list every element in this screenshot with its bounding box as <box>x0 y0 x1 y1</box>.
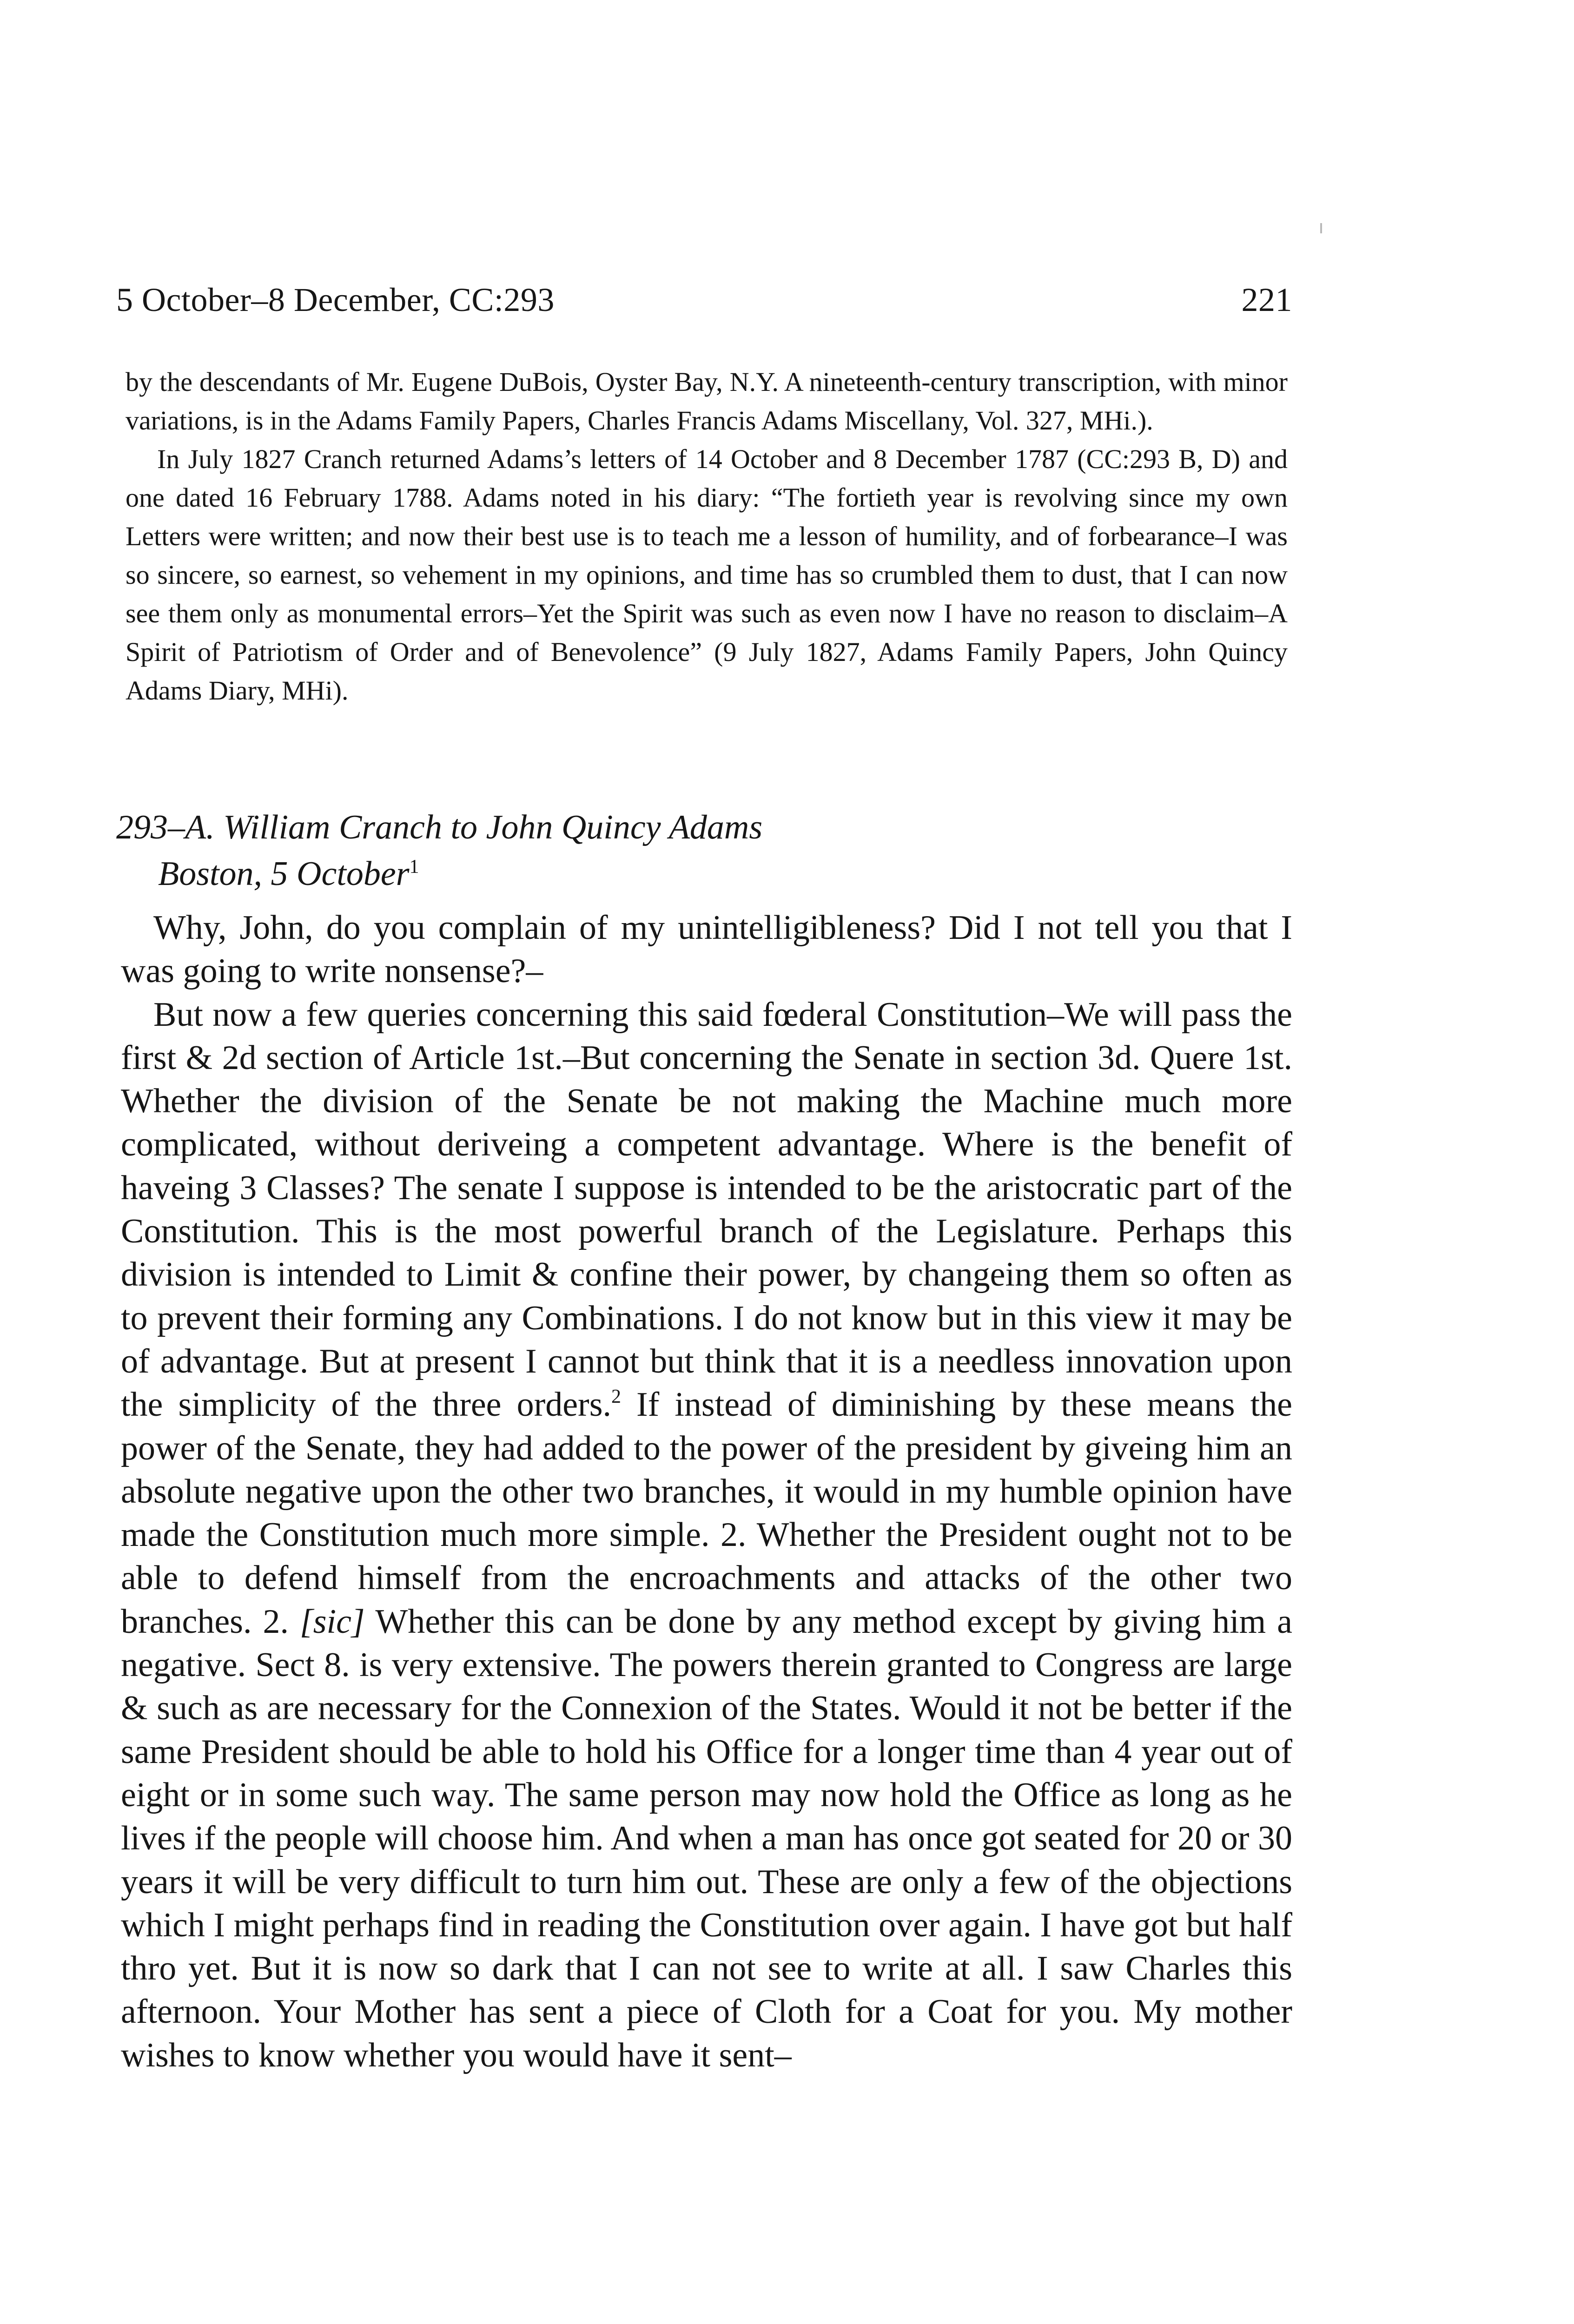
running-head-title: 5 October–8 December, CC:293 <box>116 281 555 318</box>
letter-paragraph: Why, John, do you complain of my unintelligibleness? Did I not tell you that I was going to write nonsense?– <box>121 909 1292 990</box>
letter-text: Whether this can be done by any method except by giving him a negative. Sect 8. is very extensive. The powers therein granted to Congress are large & such as are necessary for the Connexion of the States. Would it not be better if the same President should be able to hold his Office for a longer time than 4 year out of eight or in some such way. The same person may now hold the Office as long as he lives if the people will choose him. And when a man has once got seated for 20 or 30 years it will be very difficult to turn him out. These are only a few of the objections which I might perhaps find in reading the Constitution over again. I have got but half thro yet. But it is now so dark that I can not see to write at all. I saw Charles this afternoon. Your Mother has sent a piece of Cloth for a Coat for you. My mother wishes to know whether you would have it sent– <box>121 1602 1292 2074</box>
document-dateline: Boston, 5 October <box>158 855 410 893</box>
note-paragraph: In July 1827 Cranch returned Adams’s letters of 14 October and 8 December 1787 (CC:293 B, D) and one dated 16 February 1788. Adams noted in his diary: “The fortieth year is revolving since my own Letters were written; and now their best use is to teach me a lesson of humility, and of forbearance–I was so sincere, so earnest, so vehement in my opinions, and time has so crumbled them to dust, that I can now see them only as monumental errors–Yet the Spirit was such as even now I have no reason to disclaim–A Spirit of Patriotism of Order and of Benevolence” (9 July 1827, Adams Family Papers, John Quincy Adams Diary, MHi). <box>126 444 1288 706</box>
letter-paragraph <box>121 993 1292 2077</box>
footnotes <box>126 363 1288 710</box>
running-head <box>116 274 1292 325</box>
page-number: 221 <box>1241 281 1292 318</box>
document-dateline-line <box>116 851 1292 897</box>
note-reference: 2 <box>611 1386 621 1408</box>
letter-text: But now a few queries concerning this said fœderal Constitution–We will pass the first & 2d section of Article 1st.–But concerning the Senate in section 3d. Quere 1st. Whether the division of the Senate be not making the Machine much more complicated, without deriveing a competent advantage. Where is the benefit of haveing 3 Classes? The senate I suppose is intended to be the aristocratic part of the Constitution. This is the most powerful branch of the Legislature. Perhaps this division is intended to Limit & confine their power, by changeing them so often as to prevent their forming any Combinations. I do not know but in this view it may be of advantage. But at present I cannot but think that it is a needless innovation upon the simplicity of the three orders. <box>121 995 1292 1424</box>
document-title: 293–A. William Cranch to John Quincy Adams <box>116 808 763 846</box>
document-heading <box>116 804 1292 897</box>
scan-mark <box>1320 223 1322 233</box>
note-reference: 1 <box>409 856 419 878</box>
sic-marker: [sic] <box>299 1602 365 1641</box>
note-continuation: by the descendants of Mr. Eugene DuBois, Oyster Bay, N.Y. A nineteenth-century transcription, with minor variations, is in the Adams Family Papers, Charles Francis Adams Miscellany, Vol. 327, MHi.). <box>126 367 1288 436</box>
letter-body <box>121 906 1292 2077</box>
letter-text: If instead of diminishing by these means the power of the Senate, they had added to the power of the president by giveing him an absolute negative upon the other two branches, it would in my humble opinion have made the Constitution much more simple. 2. Whether the President ought not to be able to defend himself from the encroachments and attacks of the other two branches. 2. <box>121 1386 1292 1641</box>
